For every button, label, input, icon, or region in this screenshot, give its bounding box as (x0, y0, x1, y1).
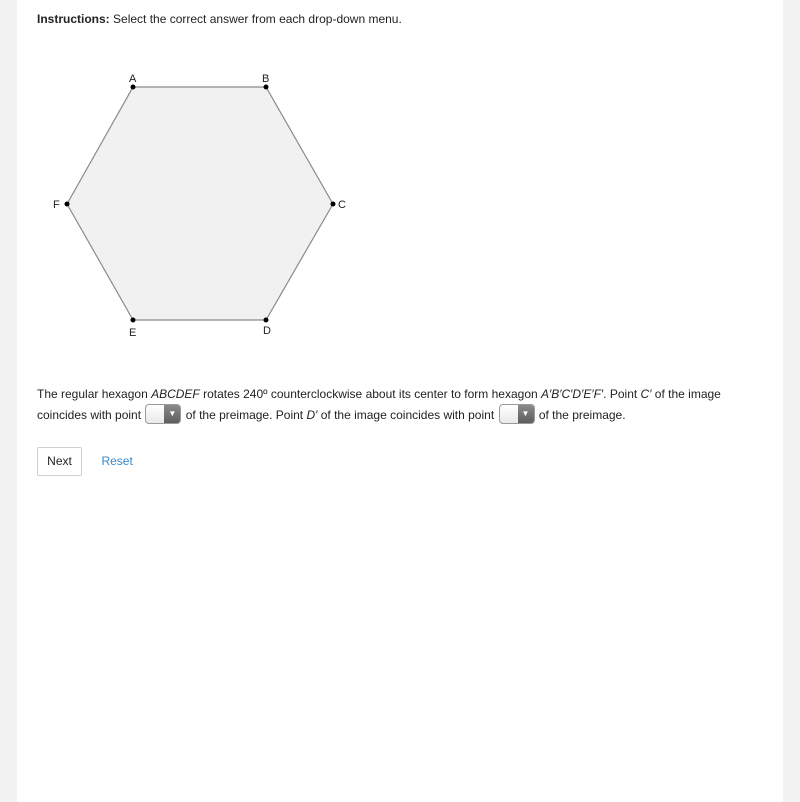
next-button[interactable]: Next (37, 447, 82, 476)
dropdown-arrow-icon[interactable]: ▼ (164, 405, 180, 423)
question-text (37, 384, 767, 426)
vertex-point-a (131, 85, 136, 90)
vertex-point-e (131, 318, 136, 323)
shape-name: ABCDEF (151, 387, 200, 401)
vertex-point-b (264, 85, 269, 90)
point-c-prime: C′ (640, 387, 652, 401)
question-part: of the preimage. Point (182, 408, 307, 422)
question-part: of the preimage. (535, 408, 626, 422)
vertex-label-e: E (129, 327, 137, 339)
vertex-label-c: C (338, 199, 346, 211)
answer-dropdown-1[interactable] (145, 404, 181, 424)
question-part: of the image coincides with point (317, 408, 498, 422)
reset-link[interactable]: Reset (101, 454, 133, 468)
vertex-label-f: F (53, 199, 60, 211)
content-panel (17, 0, 783, 802)
vertex-point-f (65, 202, 70, 207)
instructions-text: Select the correct answer from each drop-down menu. (113, 12, 402, 26)
vertex-label-a: A (129, 73, 137, 85)
dropdown-arrow-icon[interactable]: ▼ (518, 405, 534, 423)
vertex-label-b: B (262, 73, 270, 85)
answer-dropdown-2[interactable] (499, 404, 535, 424)
point-d-prime: D′ (306, 408, 318, 422)
question-part: . Point (603, 387, 641, 401)
hexagon-shape (67, 87, 333, 320)
hexagon-figure (17, 60, 377, 350)
controls (37, 447, 133, 476)
instructions (37, 12, 402, 26)
question-part: The regular hexagon (37, 387, 152, 401)
vertex-point-c (331, 202, 336, 207)
vertex-label-d: D (263, 325, 271, 337)
question-part: of the image coincides with point (37, 387, 721, 422)
instructions-label: Instructions: (37, 12, 110, 26)
vertex-point-d (264, 318, 269, 323)
image-name: A′B′C′D′E′F′ (541, 387, 604, 401)
question-part: rotates 240º counterclockwise about its center to form hexagon (199, 387, 541, 401)
